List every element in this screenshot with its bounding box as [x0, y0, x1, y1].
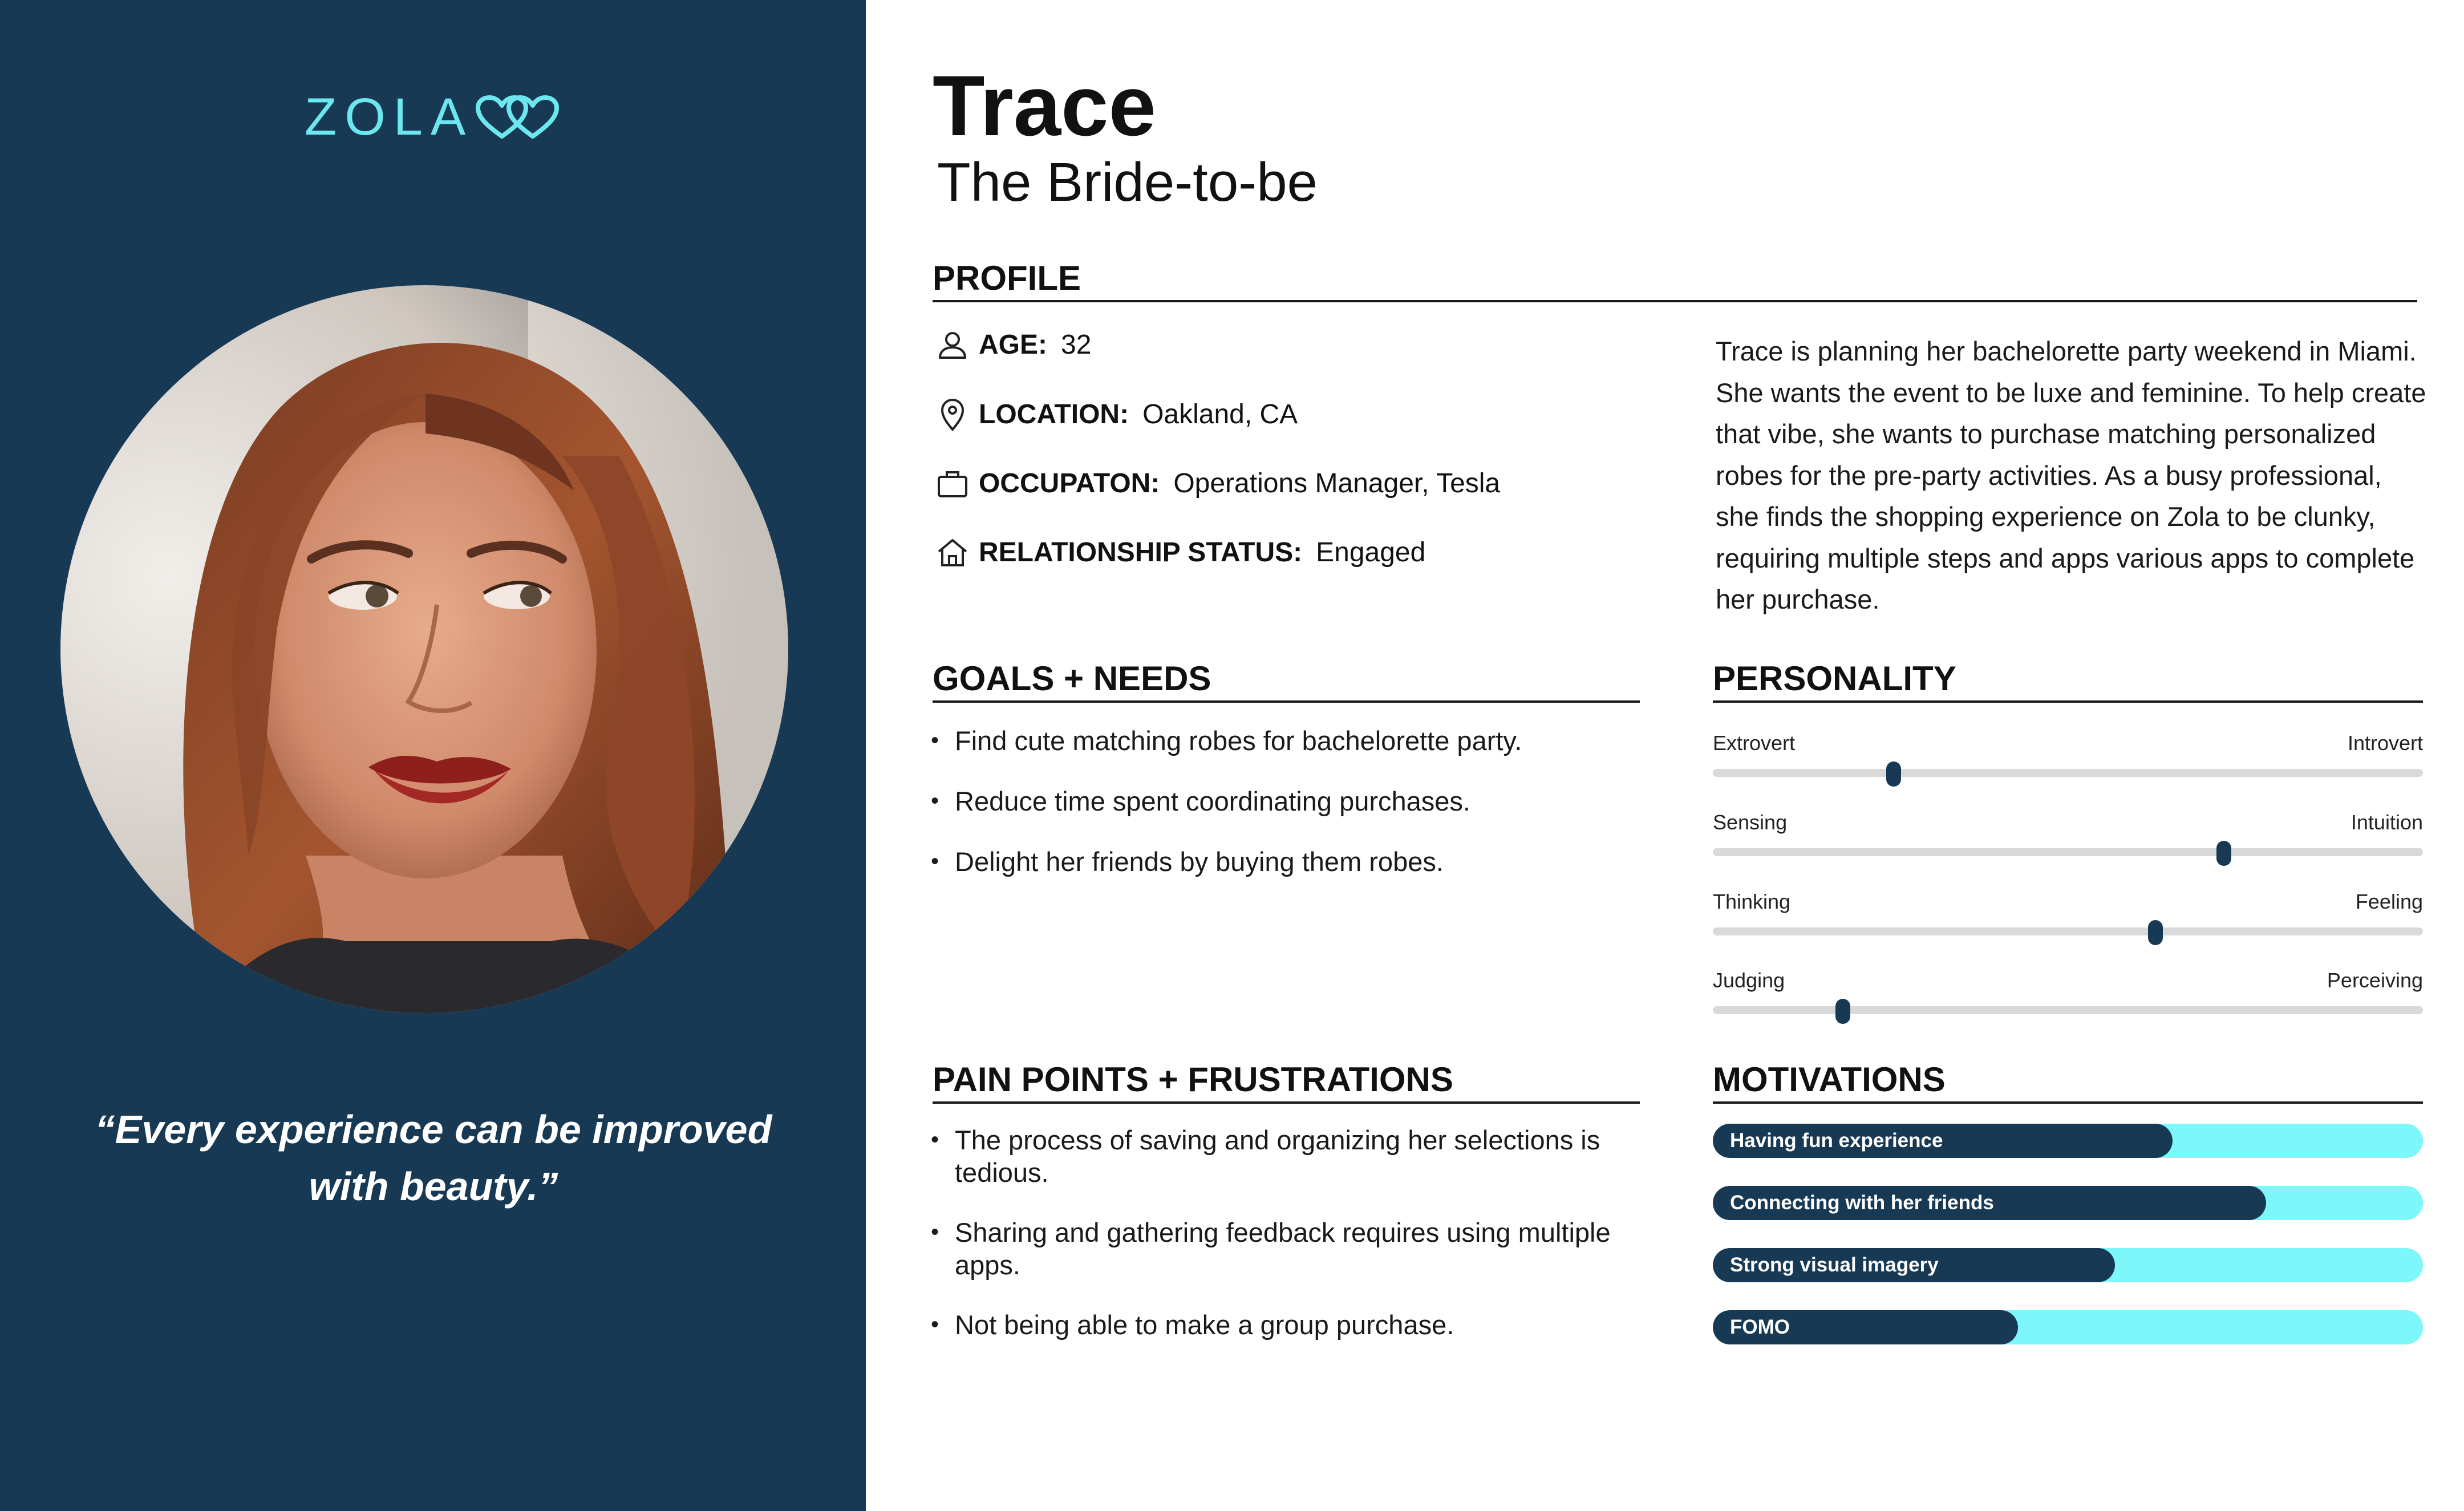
list-item: • Find cute matching robes for bachelorette party.: [931, 724, 1638, 757]
trait-judging-perceiving: [1713, 970, 2423, 1022]
persona-quote: [63, 1101, 804, 1215]
motivation-bar: [1713, 1310, 2423, 1344]
trait-left-label: Judging: [1713, 969, 1785, 992]
logo-text: ZOLA: [305, 88, 474, 146]
trait-slider-knob[interactable]: [2148, 920, 2163, 945]
motivation-bar: [1713, 1248, 2423, 1282]
motivation-label: Connecting with her friends: [1730, 1192, 1994, 1214]
quote-line-2: with beauty.”: [309, 1164, 558, 1209]
goals-list: [931, 724, 1638, 878]
trait-extrovert-introvert: [1713, 733, 2423, 784]
profile-relationship: [935, 536, 1425, 570]
person-icon: [935, 328, 970, 362]
goals-title: GOALS + NEEDS: [933, 662, 1640, 703]
trait-slider-knob[interactable]: [2216, 841, 2231, 866]
motivation-bar: [1713, 1186, 2423, 1220]
zola-logo: [305, 86, 561, 148]
trait-sensing-intuition: [1713, 812, 2423, 864]
trait-left-label: Thinking: [1713, 890, 1791, 913]
quote-line-1: “Every experience can be improved: [95, 1107, 772, 1152]
motivations-title: MOTIVATIONS: [1713, 1063, 2423, 1104]
hearts-icon: [476, 95, 561, 141]
persona-bio: Trace is planning her bachelorette party weekend in Miami. She wants the event to be luxe and feminine. To help create that vibe, she wants to purchase matching personalized robes for the pre-party activities. As a busy professional, she finds the shopping experience on Zola to be clunky, requiring multiple steps and apps various apps to complete her purchase.: [1716, 336, 2426, 614]
motivation-bar: [1713, 1124, 2423, 1158]
list-item: • Delight her friends by buying them robes.: [931, 845, 1638, 878]
profile-location: [935, 398, 1298, 432]
trait-left-label: Sensing: [1713, 811, 1788, 834]
left-panel: [0, 0, 866, 1511]
occupation-value: Operations Manager, Tesla: [1173, 468, 1501, 499]
relationship-key: RELATIONSHIP STATUS:: [979, 537, 1303, 568]
list-item: • Sharing and gathering feedback requires using multiple apps.: [931, 1216, 1638, 1281]
trait-track: [1713, 927, 2423, 935]
trait-right-label: Introvert: [2347, 731, 2423, 755]
pain-points-title: PAIN POINTS + FRUSTRATIONS: [933, 1063, 1640, 1104]
trait-slider-knob[interactable]: [1835, 999, 1850, 1024]
list-item: • Reduce time spent coordinating purchases.: [931, 785, 1638, 817]
trait-thinking-feeling: [1713, 892, 2423, 943]
list-item: • Not being able to make a group purchase.: [931, 1309, 1638, 1341]
relationship-value: Engaged: [1316, 537, 1426, 568]
trait-track: [1713, 848, 2423, 856]
trait-right-label: Intuition: [2350, 811, 2423, 834]
pain-points-list: [931, 1124, 1638, 1341]
list-item: • The process of saving and organizing her selections is tedious.: [931, 1124, 1638, 1189]
profile-title: PROFILE: [933, 261, 2417, 302]
trait-track: [1713, 769, 2423, 777]
location-key: LOCATION:: [979, 399, 1129, 430]
age-key: AGE:: [979, 330, 1047, 360]
motivation-label: FOMO: [1730, 1316, 1790, 1338]
motivation-label: Having fun experience: [1730, 1129, 1943, 1152]
personality-title: PERSONALITY: [1713, 662, 2423, 703]
trait-right-label: Feeling: [2355, 890, 2423, 913]
occupation-key: OCCUPATON:: [979, 468, 1160, 499]
home-icon: [935, 536, 970, 570]
briefcase-icon: [935, 467, 970, 501]
location-pin-icon: [935, 398, 970, 432]
profile-occupation: [935, 467, 1500, 501]
trait-right-label: Perceiving: [2327, 969, 2423, 992]
profile-age: [935, 328, 1091, 362]
location-value: Oakland, CA: [1142, 399, 1298, 430]
persona-photo: [60, 285, 788, 1013]
trait-left-label: Extrovert: [1713, 731, 1796, 755]
motivation-label: Strong visual imagery: [1730, 1254, 1939, 1276]
age-value: 32: [1061, 330, 1092, 360]
persona-name: Trace: [933, 58, 1156, 153]
persona-role: The Bride-to-be: [937, 152, 1318, 213]
trait-track: [1713, 1006, 2423, 1014]
trait-slider-knob[interactable]: [1886, 761, 1901, 787]
